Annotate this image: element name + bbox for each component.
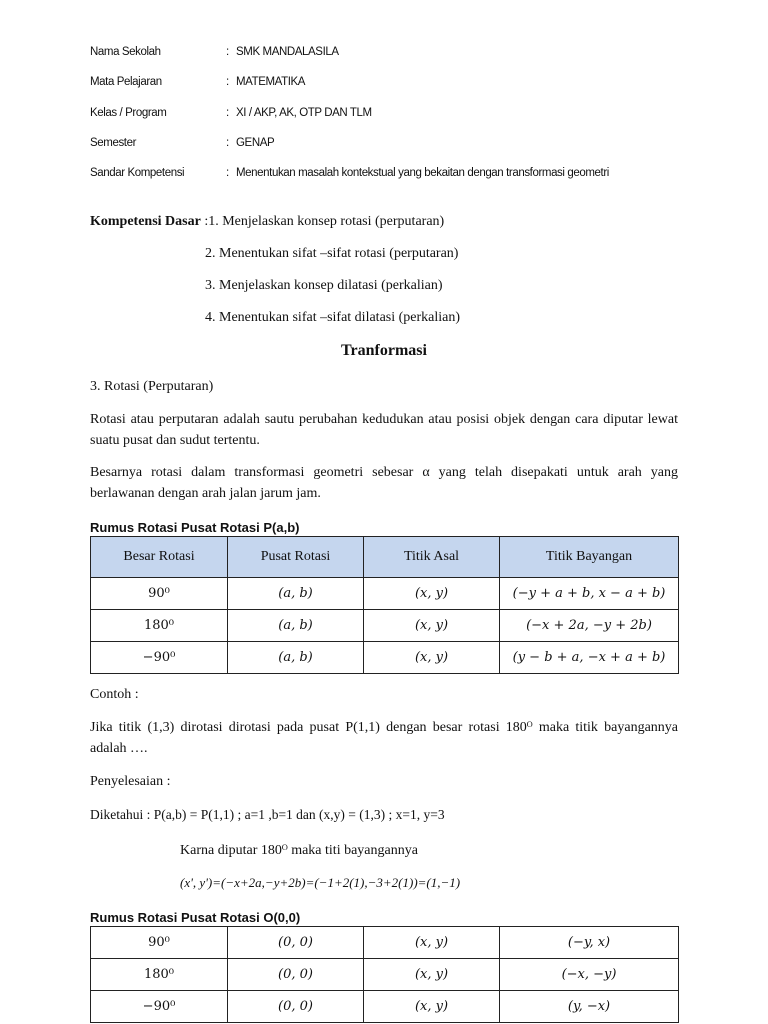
table-cell: (−y, x) xyxy=(500,927,679,959)
header-label: Nama Sekolah xyxy=(90,46,161,58)
section-heading: 3. Rotasi (Perputaran) xyxy=(90,379,214,394)
table-cell: (x, y) xyxy=(364,578,500,610)
header-label: Kelas / Program xyxy=(90,107,167,119)
table-cell: 90⁰ xyxy=(91,927,228,959)
header-value: GENAP xyxy=(236,137,275,149)
table-cell: (y, −x) xyxy=(500,991,679,1023)
table-row xyxy=(91,927,679,959)
page-title: Tranformasi xyxy=(341,342,427,359)
table-cell: (a, b) xyxy=(228,642,364,674)
table-header: Titik Bayangan xyxy=(500,537,679,578)
because-line: Karna diputar 180ᴼ maka titi bayangannya xyxy=(180,843,418,858)
table-row xyxy=(91,991,679,1023)
table-cell: (−y + a + b, x − a + b) xyxy=(500,578,679,610)
header-colon: : xyxy=(226,167,229,179)
header-colon: : xyxy=(226,46,229,58)
table-cell: 90⁰ xyxy=(91,578,228,610)
kd-item: :1. Menjelaskan konsep rotasi (perputaran) xyxy=(204,214,445,229)
solution-formula: (x', y')=(−x+2a,−y+2b)=(−1+2(1),−3+2(1))=(1,−1) xyxy=(180,875,461,890)
table-cell: 180⁰ xyxy=(91,959,228,991)
table-row xyxy=(91,610,679,642)
table-cell: (a, b) xyxy=(228,578,364,610)
table-header: Pusat Rotasi xyxy=(228,537,364,578)
table-cell: (0, 0) xyxy=(228,927,364,959)
table-row xyxy=(91,959,679,991)
header-value: SMK MANDALASILA xyxy=(236,46,339,58)
header-label: Semester xyxy=(90,137,137,149)
solution-label: Penyelesaian : xyxy=(90,774,171,789)
kd-label: Kompetensi Dasar xyxy=(90,214,201,229)
table-cell: (0, 0) xyxy=(228,991,364,1023)
header-label: Mata Pelajaran xyxy=(90,76,162,88)
table-row xyxy=(91,578,679,610)
table-cell: −90⁰ xyxy=(91,642,228,674)
table-cell: (−x, −y) xyxy=(500,959,679,991)
header-colon: : xyxy=(226,107,229,119)
kd-item: 2. Menentukan sifat –sifat rotasi (perputaran) xyxy=(205,246,459,261)
table2-title: Rumus Rotasi Pusat Rotasi O(0,0) xyxy=(90,910,301,925)
header-colon: : xyxy=(226,137,229,149)
paragraph-definition: Rotasi atau perputaran adalah sautu perubahan kedudukan atau posisi objek dengan cara diputar lewat suatu pusat dan sudut tertentu. xyxy=(90,412,678,448)
header-label: Sandar Kompetensi xyxy=(90,167,185,179)
table-row xyxy=(91,642,679,674)
table-cell: (x, y) xyxy=(364,991,500,1023)
table-cell: 180⁰ xyxy=(91,610,228,642)
table-cell: (x, y) xyxy=(364,927,500,959)
table-cell: −90⁰ xyxy=(91,991,228,1023)
table-cell: (x, y) xyxy=(364,959,500,991)
paragraph-angle: Besarnya rotasi dalam transformasi geometri sebesar α yang telah disepakati untuk arah yang berlawanan dengan arah jalan jarum jam. xyxy=(90,465,678,501)
example-label: Contoh : xyxy=(90,687,139,702)
table-header-row xyxy=(91,537,679,578)
rotation-table-pab xyxy=(90,536,679,674)
table-cell: (0, 0) xyxy=(228,959,364,991)
table-cell: (y − b + a, −x + a + b) xyxy=(500,642,679,674)
table-cell: (x, y) xyxy=(364,642,500,674)
header-value: XI / AKP, AK, OTP DAN TLM xyxy=(236,107,372,119)
kd-item: 4. Menentukan sifat –sifat dilatasi (perkalian) xyxy=(205,310,461,325)
table-header: Besar Rotasi xyxy=(91,537,228,578)
table-cell: (−x + 2a, −y + 2b) xyxy=(500,610,679,642)
header-value: Menentukan masalah kontekstual yang bekaitan dengan transformasi geometri xyxy=(236,167,609,179)
table1-title: Rumus Rotasi Pusat Rotasi P(a,b) xyxy=(90,520,300,535)
kd-item: 3. Menjelaskan konsep dilatasi (perkalian) xyxy=(205,278,443,293)
example-question: Jika titik (1,3) dirotasi dirotasi pada pusat P(1,1) dengan besar rotasi 180ᴼ maka titik bayangannya adalah …. xyxy=(90,720,678,756)
rotation-table-origin xyxy=(90,926,679,1023)
table-cell: (a, b) xyxy=(228,610,364,642)
given-line: Diketahui : P(a,b) = P(1,1) ; a=1 ,b=1 dan (x,y) = (1,3) ; x=1, y=3 xyxy=(90,807,445,822)
table-cell: (x, y) xyxy=(364,610,500,642)
kd-line-1 xyxy=(90,211,678,232)
header-colon: : xyxy=(226,76,229,88)
header-value: MATEMATIKA xyxy=(236,76,306,88)
table-header: Titik Asal xyxy=(364,537,500,578)
